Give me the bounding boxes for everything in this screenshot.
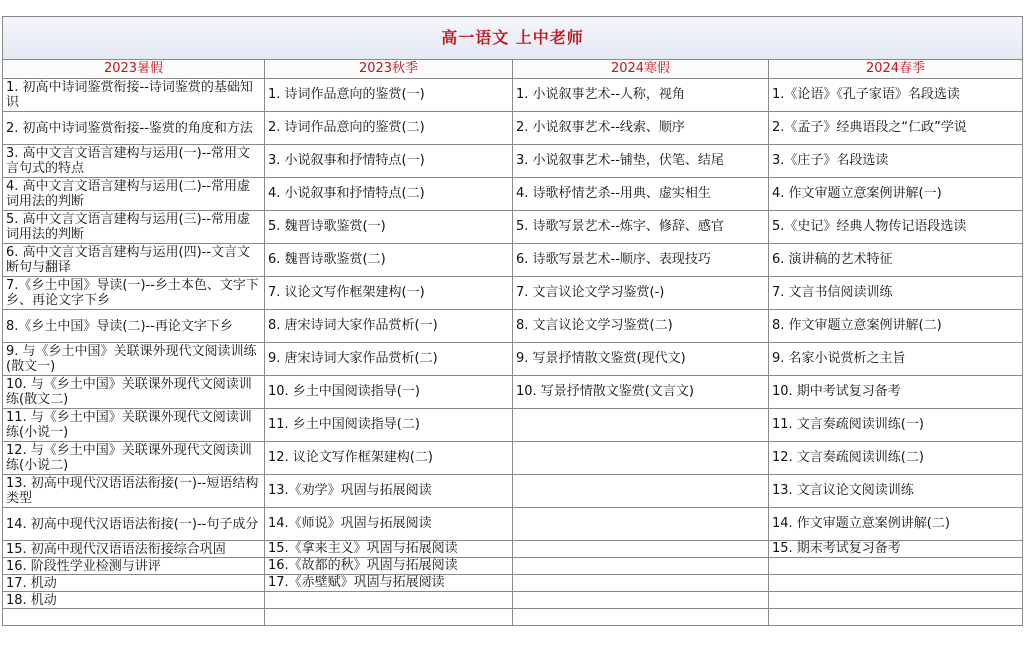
- table-row: [3, 310, 1023, 343]
- spring-2024-cell: 8. 作文审题立意案例讲解(二): [769, 310, 1023, 343]
- table-row: [3, 409, 1023, 442]
- autumn-2023-cell: 16.《故都的秋》巩固与拓展阅读: [265, 558, 513, 575]
- summer-2023-cell: 9. 与《乡土中国》关联课外现代文阅读训练(散文一): [3, 343, 265, 376]
- summer-2023-cell: [3, 609, 265, 626]
- summer-2023-cell: 5. 高中文言文语言建构与运用(三)--常用虚词用法的判断: [3, 211, 265, 244]
- winter-2024-cell: 9. 写景抒情散文鉴赏(现代文): [513, 343, 769, 376]
- winter-2024-cell: 8. 文言议论文学习鉴赏(二): [513, 310, 769, 343]
- summer-2023-cell: 3. 高中文言文语言建构与运用(一)--常用文言句式的特点: [3, 145, 265, 178]
- autumn-2023-cell: 2. 诗词作品意向的鉴赏(二): [265, 112, 513, 145]
- autumn-2023-cell: 12. 议论文写作框架建构(二): [265, 442, 513, 475]
- winter-2024-cell: 3. 小说叙事艺术--铺垫，伏笔、结尾: [513, 145, 769, 178]
- winter-2024-cell: [513, 508, 769, 541]
- winter-2024-cell: [513, 409, 769, 442]
- summer-2023-cell: 11. 与《乡土中国》关联课外现代文阅读训练(小说一): [3, 409, 265, 442]
- table-row: [3, 178, 1023, 211]
- table-row: [3, 575, 1023, 592]
- winter-2024-cell: 5. 诗歌写景艺术--炼字、修辞、感官: [513, 211, 769, 244]
- winter-2024-cell: [513, 558, 769, 575]
- autumn-2023-cell: 13.《劝学》巩固与拓展阅读: [265, 475, 513, 508]
- winter-2024-cell: 2. 小说叙事艺术--线索、顺序: [513, 112, 769, 145]
- summer-2023-cell: 1. 初高中诗词鉴赏衔接--诗词鉴赏的基础知识: [3, 79, 265, 112]
- table-row: [3, 558, 1023, 575]
- table-row: [3, 343, 1023, 376]
- table-title: 高一语文 上中老师: [3, 17, 1023, 60]
- spring-2024-cell: 9. 名家小说赏析之主旨: [769, 343, 1023, 376]
- table-row: [3, 244, 1023, 277]
- header-row: [3, 60, 1023, 79]
- table-row: [3, 592, 1023, 609]
- summer-2023-cell: 12. 与《乡土中国》关联课外现代文阅读训练(小说二): [3, 442, 265, 475]
- table-row: [3, 211, 1023, 244]
- column-header-summer-2023: 2023暑假: [3, 60, 265, 79]
- autumn-2023-cell: 9. 唐宋诗词大家作品赏析(二): [265, 343, 513, 376]
- schedule-sheet: [2, 16, 1022, 668]
- autumn-2023-cell: [265, 609, 513, 626]
- table-row: [3, 442, 1023, 475]
- table-row: [3, 79, 1023, 112]
- course-schedule-table: [2, 16, 1023, 626]
- spring-2024-cell: 14. 作文审题立意案例讲解(二): [769, 508, 1023, 541]
- autumn-2023-cell: 6. 魏晋诗歌鉴赏(二): [265, 244, 513, 277]
- table-row: [3, 145, 1023, 178]
- winter-2024-cell: [513, 442, 769, 475]
- winter-2024-cell: 7. 文言议论文学习鉴赏(-): [513, 277, 769, 310]
- summer-2023-cell: 10. 与《乡土中国》关联课外现代文阅读训练(散文二): [3, 376, 265, 409]
- autumn-2023-cell: 11. 乡土中国阅读指导(二): [265, 409, 513, 442]
- table-row: [3, 277, 1023, 310]
- summer-2023-cell: 2. 初高中诗词鉴赏衔接--鉴赏的角度和方法: [3, 112, 265, 145]
- title-row: [3, 17, 1023, 60]
- spring-2024-cell: 15. 期末考试复习备考: [769, 541, 1023, 558]
- summer-2023-cell: 15. 初高中现代汉语语法衔接综合巩固: [3, 541, 265, 558]
- autumn-2023-cell: 3. 小说叙事和抒情特点(一): [265, 145, 513, 178]
- winter-2024-cell: [513, 575, 769, 592]
- winter-2024-cell: [513, 475, 769, 508]
- table-row: [3, 541, 1023, 558]
- spring-2024-cell: 3.《庄子》名段选读: [769, 145, 1023, 178]
- autumn-2023-cell: 14.《师说》巩固与拓展阅读: [265, 508, 513, 541]
- summer-2023-cell: 4. 高中文言文语言建构与运用(二)--常用虚词用法的判断: [3, 178, 265, 211]
- spring-2024-cell: 11. 文言奏疏阅读训练(一): [769, 409, 1023, 442]
- column-header-spring-2024: 2024春季: [769, 60, 1023, 79]
- autumn-2023-cell: 10. 乡土中国阅读指导(一): [265, 376, 513, 409]
- winter-2024-cell: 10. 写景抒情散文鉴赏(文言文): [513, 376, 769, 409]
- spring-2024-cell: 12. 文言奏疏阅读训练(二): [769, 442, 1023, 475]
- summer-2023-cell: 18. 机动: [3, 592, 265, 609]
- autumn-2023-cell: 5. 魏晋诗歌鉴赏(一): [265, 211, 513, 244]
- autumn-2023-cell: 4. 小说叙事和抒情特点(二): [265, 178, 513, 211]
- winter-2024-cell: 4. 诗歌杼情艺杀--用典、虚实相生: [513, 178, 769, 211]
- spring-2024-cell: 10. 期中考试复习备考: [769, 376, 1023, 409]
- summer-2023-cell: 16. 阶段性学业检测与讲评: [3, 558, 265, 575]
- summer-2023-cell: 13. 初高中现代汉语语法衔接(一)--短语结构类型: [3, 475, 265, 508]
- winter-2024-cell: [513, 541, 769, 558]
- autumn-2023-cell: [265, 592, 513, 609]
- summer-2023-cell: 17. 机动: [3, 575, 265, 592]
- column-header-autumn-2023: 2023秋季: [265, 60, 513, 79]
- table-row: [3, 376, 1023, 409]
- summer-2023-cell: 8.《乡土中国》导读(二)--再论文字下乡: [3, 310, 265, 343]
- column-header-winter-2024: 2024寒假: [513, 60, 769, 79]
- spring-2024-cell: 5.《史记》经典人物传记语段选读: [769, 211, 1023, 244]
- spring-2024-cell: [769, 609, 1023, 626]
- spring-2024-cell: [769, 558, 1023, 575]
- spring-2024-cell: 13. 文言议论文阅读训练: [769, 475, 1023, 508]
- winter-2024-cell: [513, 609, 769, 626]
- spring-2024-cell: 7. 文言书信阅读训练: [769, 277, 1023, 310]
- table-row: [3, 609, 1023, 626]
- spring-2024-cell: 6. 演讲稿的艺术特征: [769, 244, 1023, 277]
- winter-2024-cell: [513, 592, 769, 609]
- spring-2024-cell: 4. 作文审题立意案例讲解(一): [769, 178, 1023, 211]
- autumn-2023-cell: 15.《拿来主义》巩固与拓展阅读: [265, 541, 513, 558]
- autumn-2023-cell: 8. 唐宋诗词大家作品赏析(一): [265, 310, 513, 343]
- table-row: [3, 475, 1023, 508]
- summer-2023-cell: 6. 高中文言文语言建构与运用(四)--文言文断句与翻译: [3, 244, 265, 277]
- spring-2024-cell: [769, 575, 1023, 592]
- winter-2024-cell: 6. 诗歌写景艺术--顺序、表现技巧: [513, 244, 769, 277]
- spring-2024-cell: [769, 592, 1023, 609]
- summer-2023-cell: 14. 初高中现代汉语语法衔接(一)--句子成分: [3, 508, 265, 541]
- summer-2023-cell: 7.《乡土中国》导读(一)--乡土本色、文字下乡、再论文字下乡: [3, 277, 265, 310]
- autumn-2023-cell: 1. 诗词作品意向的鉴赏(一): [265, 79, 513, 112]
- table-row: [3, 112, 1023, 145]
- table-row: [3, 508, 1023, 541]
- spring-2024-cell: 1.《论语》《孔子家语》名段选读: [769, 79, 1023, 112]
- winter-2024-cell: 1. 小说叙事艺术--人称，视角: [513, 79, 769, 112]
- spring-2024-cell: 2.《孟子》经典语段之“仁政”学说: [769, 112, 1023, 145]
- autumn-2023-cell: 17.《赤壁赋》巩固与拓展阅读: [265, 575, 513, 592]
- autumn-2023-cell: 7. 议论文写作框架建构(一): [265, 277, 513, 310]
